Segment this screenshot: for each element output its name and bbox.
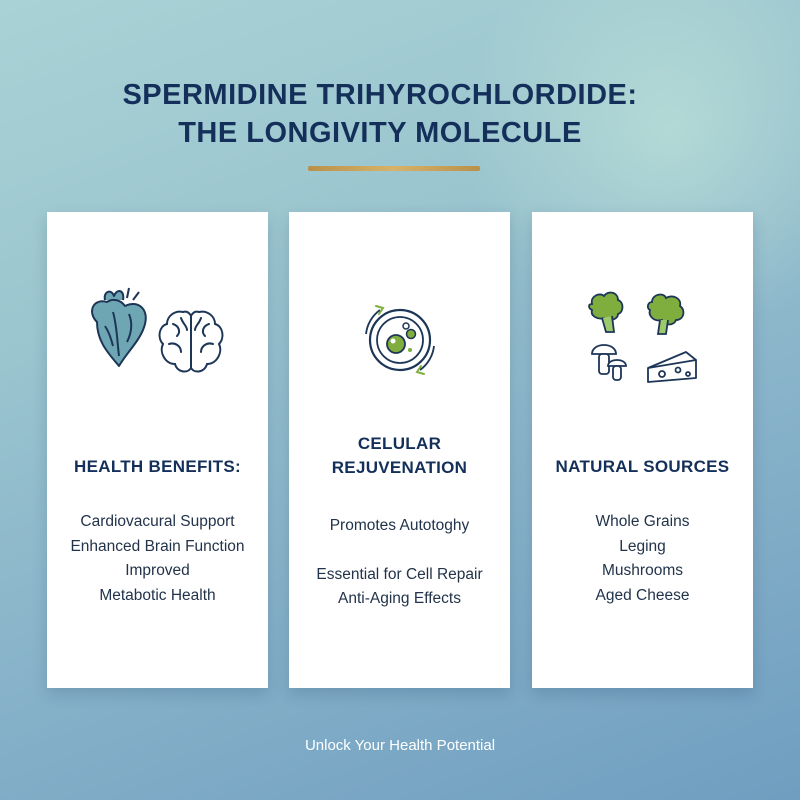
health-benefits-list <box>47 510 268 608</box>
list-item: Aged Cheese <box>595 586 690 604</box>
title-line-1: SPERMIDINE TRIHYROCHLORDIDE: <box>122 79 638 111</box>
brain-icon <box>159 312 222 372</box>
natural-sources-icons <box>532 282 753 402</box>
natural-sources-list <box>532 510 753 608</box>
list-item: Mushrooms <box>602 562 683 579</box>
cellular-rejuvenation-list <box>289 514 510 612</box>
health-benefits-heading: HEALTH BENEFITS: <box>74 457 241 476</box>
cheese-icon <box>648 352 696 382</box>
list-item: Cardiovacural Support <box>80 513 235 530</box>
mushroom-icon <box>592 345 626 380</box>
footer-tagline: Unlock Your Health Potential <box>304 737 496 754</box>
list-item: Improved <box>125 562 190 579</box>
cell-renewal-icon <box>366 306 434 374</box>
cellular-rejuvenation-card <box>289 212 510 688</box>
list-item: Whole Grains <box>595 513 690 530</box>
list-item: Essential for Cell Repair <box>316 565 483 583</box>
cellular-rejuvenation-heading <box>289 432 510 480</box>
title-line-2: THE LONGIVITY MOLECULE <box>178 117 582 149</box>
natural-sources-card <box>532 212 753 688</box>
health-benefits-card <box>47 212 268 688</box>
list-item: Leging <box>619 537 666 555</box>
heading-line-1: CELULAR <box>357 434 442 453</box>
cellular-rejuvenation-icons <box>289 282 510 402</box>
heading-line-2: REJUVENATION <box>331 458 468 477</box>
list-item: Metabotic Health <box>99 586 216 604</box>
list-item: Promotes Autotoghy <box>329 517 470 534</box>
broccoli-icon <box>647 295 683 334</box>
heart-icon <box>92 288 146 366</box>
health-benefits-icons <box>47 282 268 402</box>
broccoli-icon <box>589 293 623 332</box>
list-item: Anti-Aging Effects <box>338 590 461 607</box>
title-divider <box>308 166 480 171</box>
natural-sources-heading: NATURAL SOURCES <box>555 457 730 476</box>
list-item: Enhanced Brain Function <box>70 537 245 555</box>
page-title <box>0 76 760 152</box>
